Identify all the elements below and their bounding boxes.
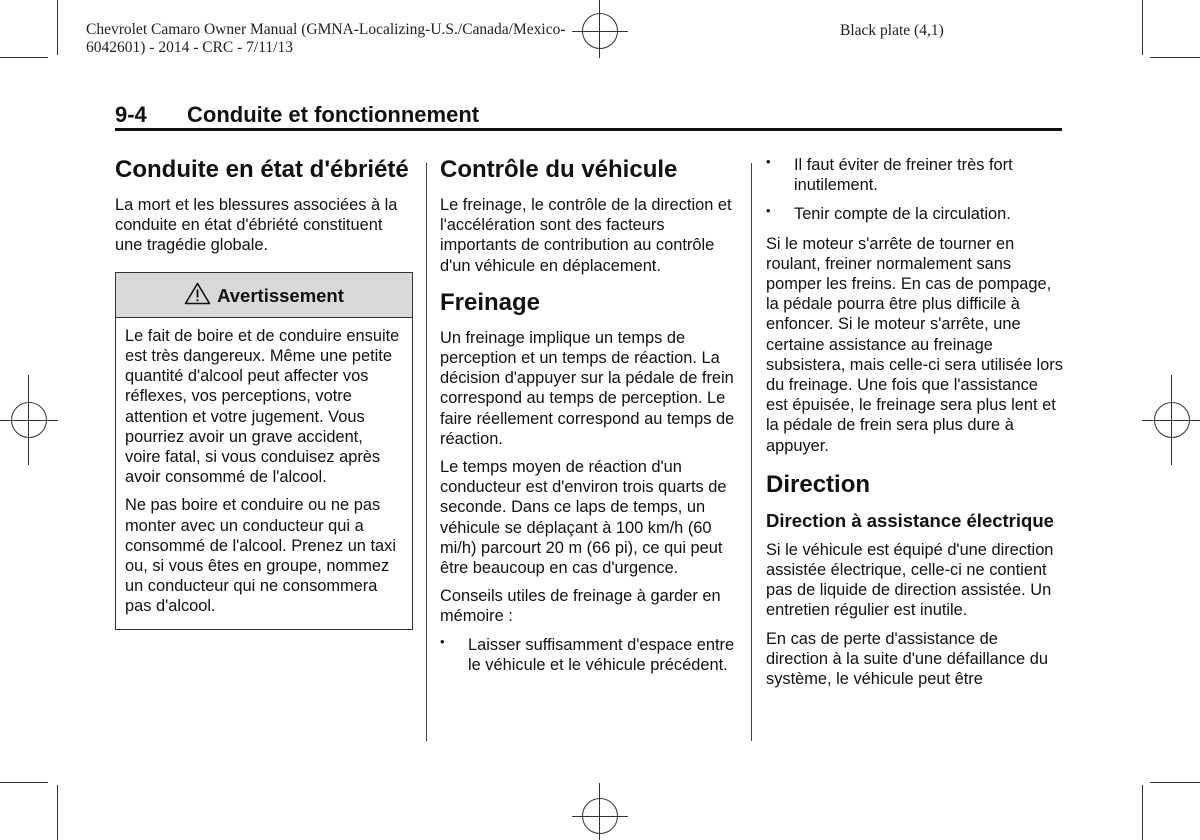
header-rule [115,128,1062,131]
chapter-title: Conduite et fonctionnement [187,102,480,127]
crop-mark [0,57,48,58]
column-divider [751,163,752,741]
crop-mark [1150,57,1200,58]
paragraph: Le temps moyen de réaction d'un conducteur est d'environ trois quarts de seconde. Dans ce laps de temps, un véhicule se déplaçant à 100 km/h (60 mi/h) parcourt 20 m (66 pi), ce qui peut être beaucoup en cas d'urgence. [440,458,727,578]
crop-mark [0,782,48,783]
list-item [766,155,1064,195]
warning-paragraph: Ne pas boire et conduire ou ne pas monter avec un conducteur qui a consommé de l'alcool. Prenez un taxi ou, si vous êtes en groupe, nommez un conducteur qui ne consommera pas d'alcool. [125,496,396,616]
print-metadata [86,21,566,57]
section-heading: Direction [766,470,871,498]
paragraph: En cas de perte d'assistance de direction à la suite d'une défaillance du système, le véhicule peut être [766,629,1048,689]
print-metadata-line: 6042601) - 2014 - CRC - 7/11/13 [86,39,293,56]
column-2 [440,155,740,683]
warning-title: Avertissement [217,284,344,306]
warning-box [115,272,413,630]
list-item-text: Laisser suffisamment d'espace entre le véhicule et le véhicule précédent. [468,635,735,674]
bullet-glyph: • [440,633,445,649]
plate-label: Black plate (4,1) [840,22,944,39]
list-item [440,635,740,675]
bullet-glyph: • [766,154,771,169]
paragraph: Un freinage implique un temps de perception et un temps de réaction. La décision d'appuyer sur la pédale de frein correspond au temps de perception. Le faire réellement correspond au temps de réaction. [440,328,735,448]
paragraph: La mort et les blessures associées à la conduite en état d'ébriété constituent une tragédie globale. [115,196,398,255]
subsection-heading: Direction à assistance électrique [766,509,1054,531]
page-number: 9-4 [115,102,147,127]
list-item-text: Il faut éviter de freiner très fort inutilement. [794,156,1013,195]
column-divider [426,163,427,741]
section-heading: Contrôle du véhicule [440,156,678,183]
crop-mark [1142,0,1143,55]
warning-triangle-icon [184,282,211,309]
warning-paragraph: Le fait de boire et de conduire ensuite est très dangereux. Même une petite quantité d'alcool peut affecter vos réflexes, vos perceptions, votre attention et votre jugement. Vous pourriez avoir un grave accident, voire fatal, si vous conduisez après avoir consommé de l'alcool. [125,326,400,487]
section-heading: Freinage [440,288,541,316]
section-heading: Conduite en état d'ébriété [115,156,409,183]
bullet-glyph: • [766,203,771,219]
column-1 [115,155,413,630]
warning-body [116,318,412,629]
print-metadata-line: Chevrolet Camaro Owner Manual (GMNA-Localizing-U.S./Canada/Mexico- [86,21,566,38]
column-3 [766,155,1064,697]
paragraph: Le freinage, le contrôle de la direction et l'accélération sont des facteurs importants de contribution au contrôle d'un véhicule en déplacement. [440,196,732,275]
crop-mark [57,785,58,840]
list-item-text: Tenir compte de la circulation. [794,205,1011,224]
paragraph: Si le véhicule est équipé d'une direction assistée électrique, celle-ci ne contient pas de liquide de direction assistée. Un entretien régulier est inutile. [766,540,1054,620]
crop-mark [1150,782,1200,783]
paragraph: Si le moteur s'arrête de tourner en roulant, freiner normalement sans pomper les freins. En cas de pompage, la pédale pourra être plus difficile à enfoncer. Si le moteur s'arrête, une certaine assistance au freinage subsistera, mais celle-ci sera utilisée lors du freinage. Une fois que l'assistance est épuisée, le freinage sera plus lent et la pédale de frein sera plus dure à appuyer. [766,234,1063,455]
running-header [115,102,479,128]
warning-header [116,273,412,318]
paragraph: Conseils utiles de freinage à garder en mémoire : [440,587,721,626]
list-item [766,204,1064,224]
crop-mark [1142,785,1143,840]
crop-mark [57,0,58,55]
